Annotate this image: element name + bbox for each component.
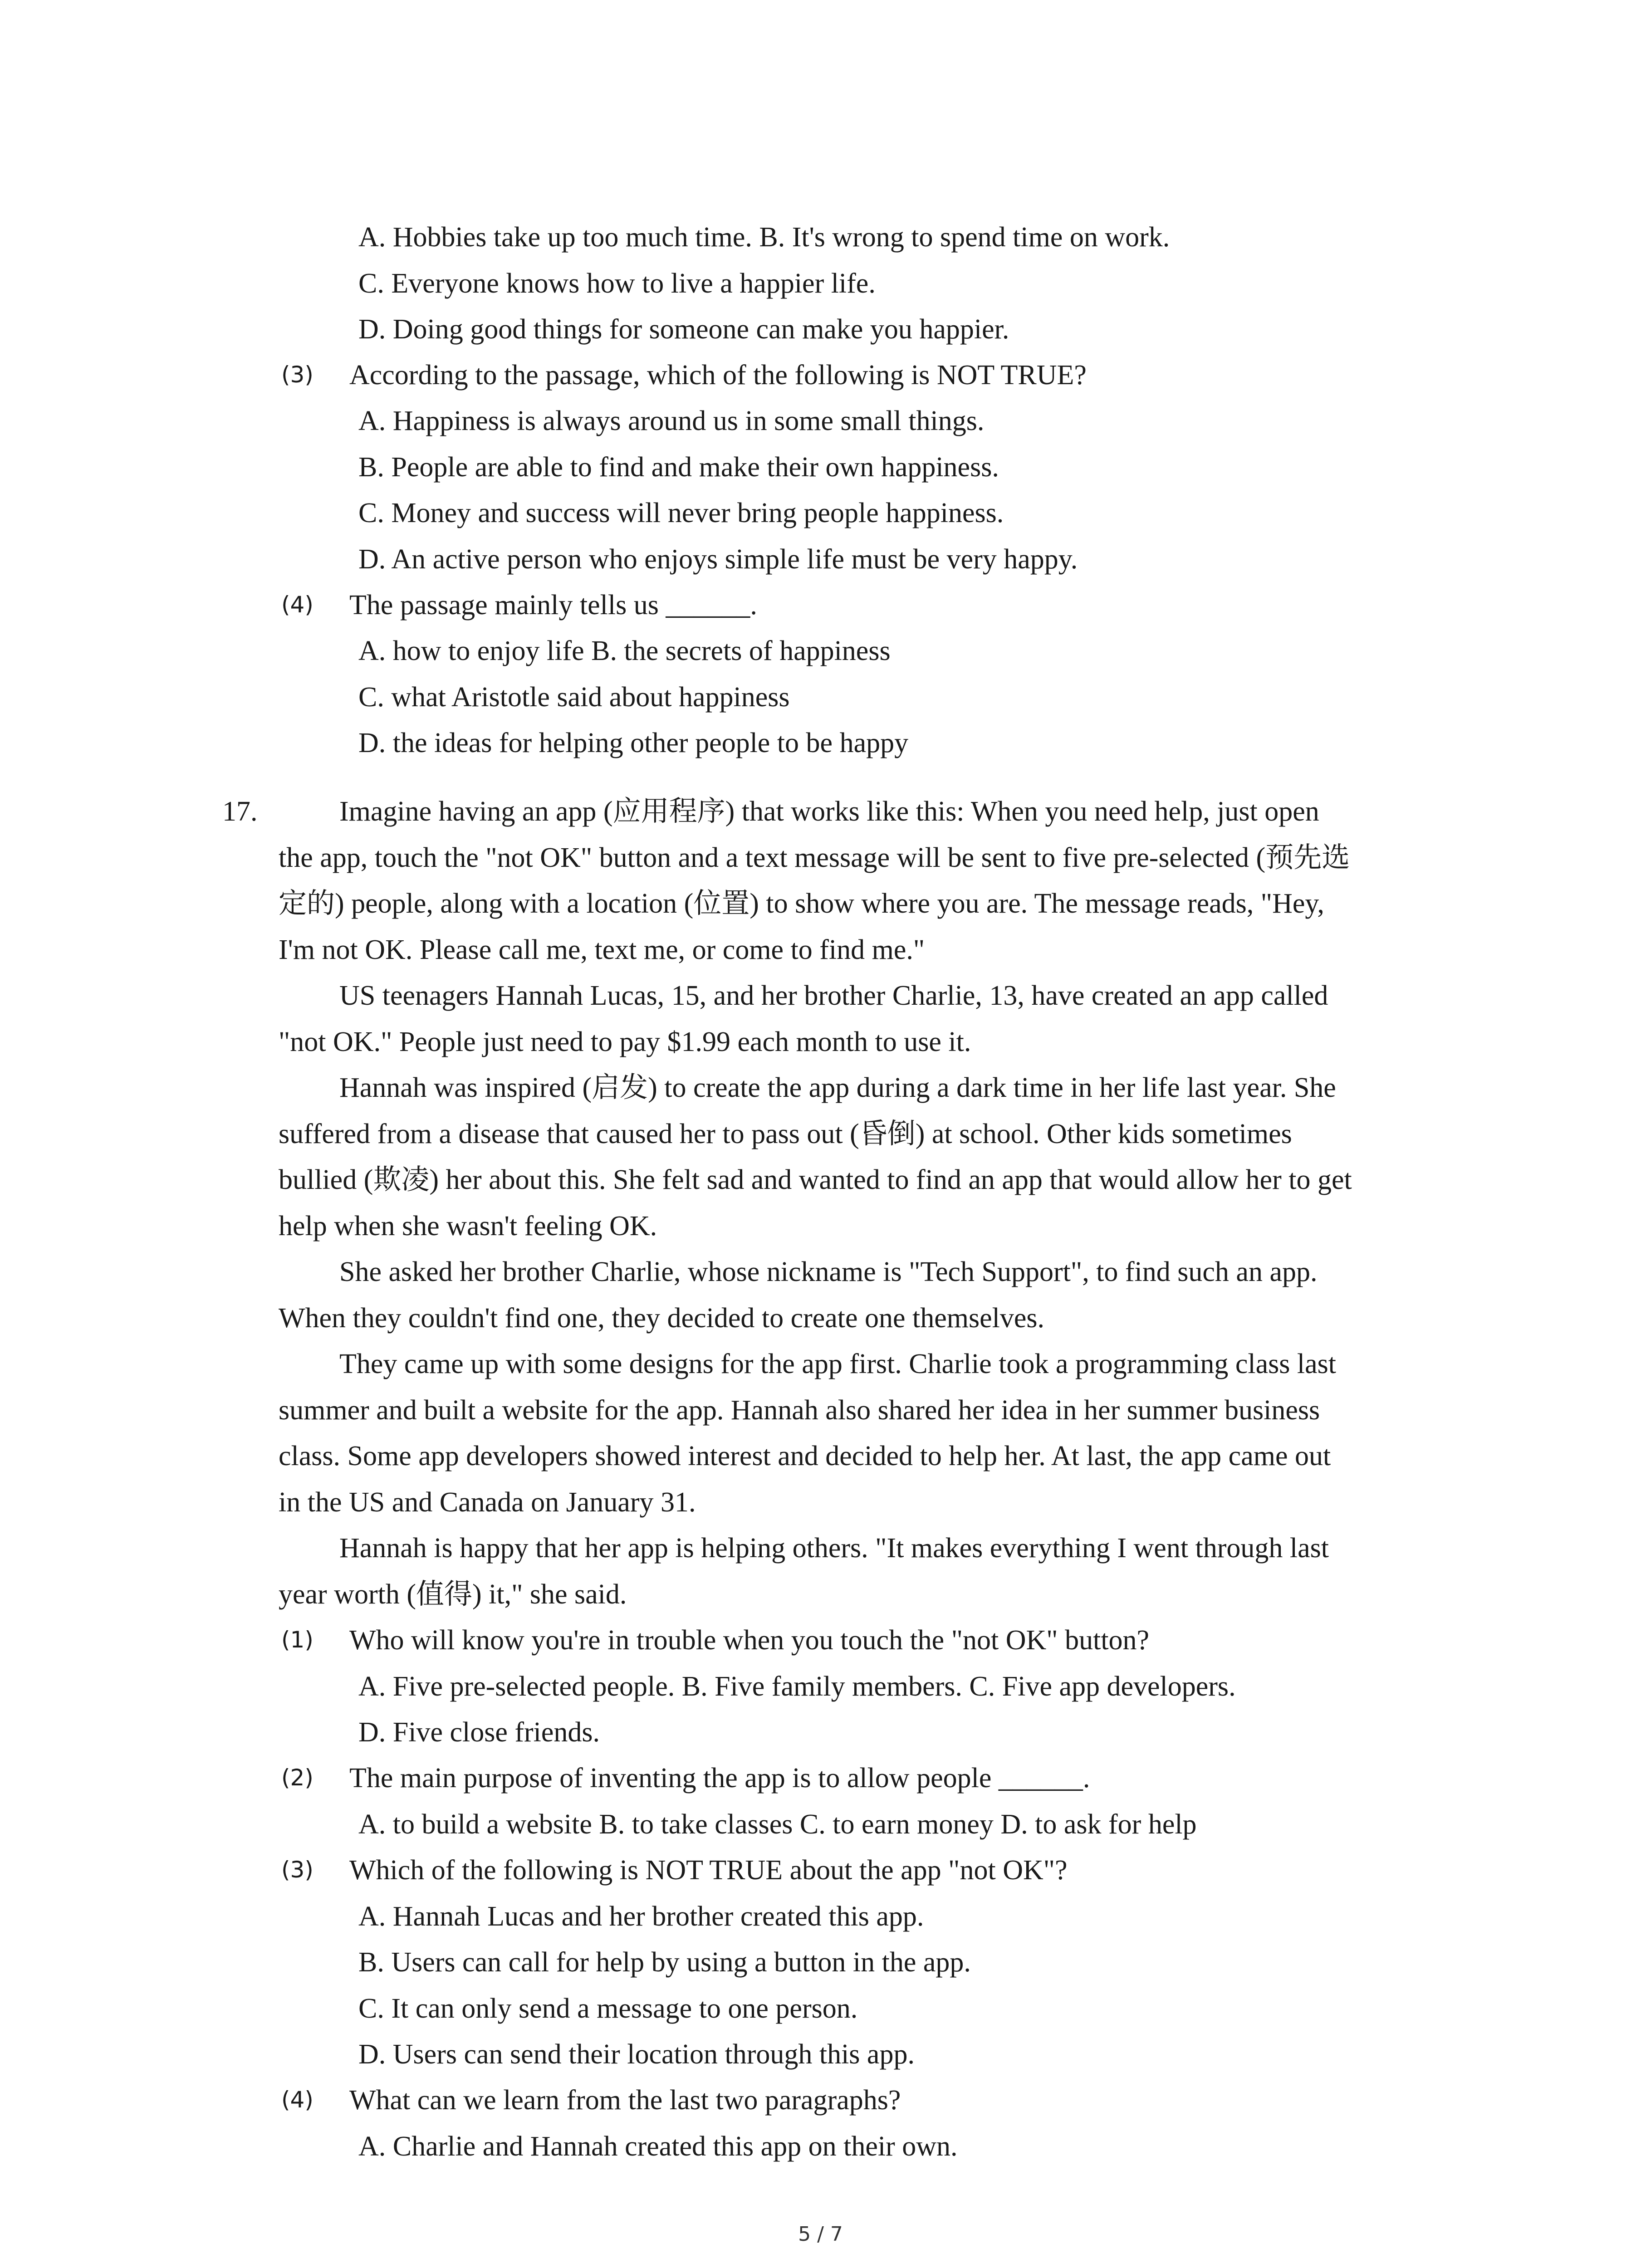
passage-line: summer and built a website for the app. Hannah also shared her idea in her summer business (279, 1395, 1320, 1426)
option-line: A. Hannah Lucas and her brother created this app. (358, 1901, 924, 1932)
option-line: B. People are able to find and make their own happiness. (358, 452, 999, 483)
question-number: (4) (281, 2087, 314, 2113)
passage-line: year worth (值得) it," she said. (279, 1579, 627, 1610)
option-line: D. Users can send their location through this app. (358, 2039, 915, 2070)
option-line: A. how to enjoy life B. the secrets of happiness (358, 635, 891, 666)
question-text: Which of the following is NOT TRUE about the app "not OK"? (349, 1855, 1068, 1886)
option-line: C. what Aristotle said about happiness (358, 682, 790, 713)
question-number: (1) (281, 1627, 314, 1653)
question-number: (3) (281, 1857, 314, 1883)
passage-line: suffered from a disease that caused her to pass out (昏倒) at school. Other kids sometimes (279, 1119, 1292, 1149)
passage-line: 定的) people, along with a location (位置) to show where you are. The message reads, "Hey, (279, 888, 1324, 919)
question-number: (3) (281, 362, 314, 388)
passage-line: the app, touch the "not OK" button and a text message will be sent to five pre-selected (预先选 (279, 842, 1350, 873)
option-line: A. Five pre-selected people. B. Five family members. C. Five app developers. (358, 1671, 1236, 1702)
passage-line: help when she wasn't feeling OK. (279, 1211, 657, 1242)
option-line: A. Hobbies take up too much time. B. It's wrong to spend time on work. (358, 222, 1170, 253)
passage-line: Hannah was inspired (启发) to create the app during a dark time in her life last year. She (339, 1072, 1336, 1103)
option-line: D. An active person who enjoys simple life must be very happy. (358, 544, 1078, 575)
option-line: D. Five close friends. (358, 1717, 600, 1748)
option-line: C. Everyone knows how to live a happier life. (358, 268, 876, 299)
passage-line: class. Some app developers showed interest and decided to help her. At last, the app came out (279, 1441, 1331, 1471)
passage-line: Imagine having an app (应用程序) that works like this: When you need help, just open (339, 796, 1319, 827)
passage-line: in the US and Canada on January 31. (279, 1487, 696, 1518)
option-line: D. the ideas for helping other people to be happy (358, 728, 909, 758)
option-line: A. to build a website B. to take classes C. to earn money D. to ask for help (358, 1809, 1197, 1840)
question-text: The main purpose of inventing the app is to allow people ______. (349, 1763, 1090, 1794)
passage-line: They came up with some designs for the app first. Charlie took a programming class last (339, 1349, 1337, 1379)
passage-line: US teenagers Hannah Lucas, 15, and her brother Charlie, 13, have created an app called (339, 980, 1328, 1011)
option-line: A. Charlie and Hannah created this app on their own. (358, 2131, 958, 2162)
question-text: According to the passage, which of the following is NOT TRUE? (349, 360, 1087, 391)
option-line: D. Doing good things for someone can make you happier. (358, 314, 1009, 345)
page-number: 5 / 7 (798, 2223, 843, 2246)
passage-line: bullied (欺凌) her about this. She felt sad and wanted to find an app that would allow her to get (279, 1164, 1352, 1195)
question-number: (4) (281, 591, 314, 618)
question-text: Who will know you're in trouble when you touch the "not OK" button? (349, 1625, 1150, 1656)
question-text: What can we learn from the last two paragraphs? (349, 2085, 901, 2116)
option-line: A. Happiness is always around us in some small things. (358, 406, 985, 436)
option-line: B. Users can call for help by using a button in the app. (358, 1947, 971, 1978)
option-line: C. Money and success will never bring people happiness. (358, 498, 1004, 528)
passage-line: I'm not OK. Please call me, text me, or come to find me." (279, 934, 925, 965)
passage-line: "not OK." People just need to pay $1.99 each month to use it. (279, 1026, 971, 1057)
question-number-17: 17. (222, 796, 258, 827)
question-number: (2) (281, 1765, 314, 1791)
option-line: C. It can only send a message to one person. (358, 1993, 858, 2024)
question-text: The passage mainly tells us ______. (349, 590, 757, 621)
passage-line: Hannah is happy that her app is helping others. "It makes everything I went through last (339, 1533, 1329, 1564)
passage-line: When they couldn't find one, they decided to create one themselves. (279, 1303, 1045, 1334)
passage-line: She asked her brother Charlie, whose nickname is "Tech Support", to find such an app. (339, 1256, 1318, 1287)
